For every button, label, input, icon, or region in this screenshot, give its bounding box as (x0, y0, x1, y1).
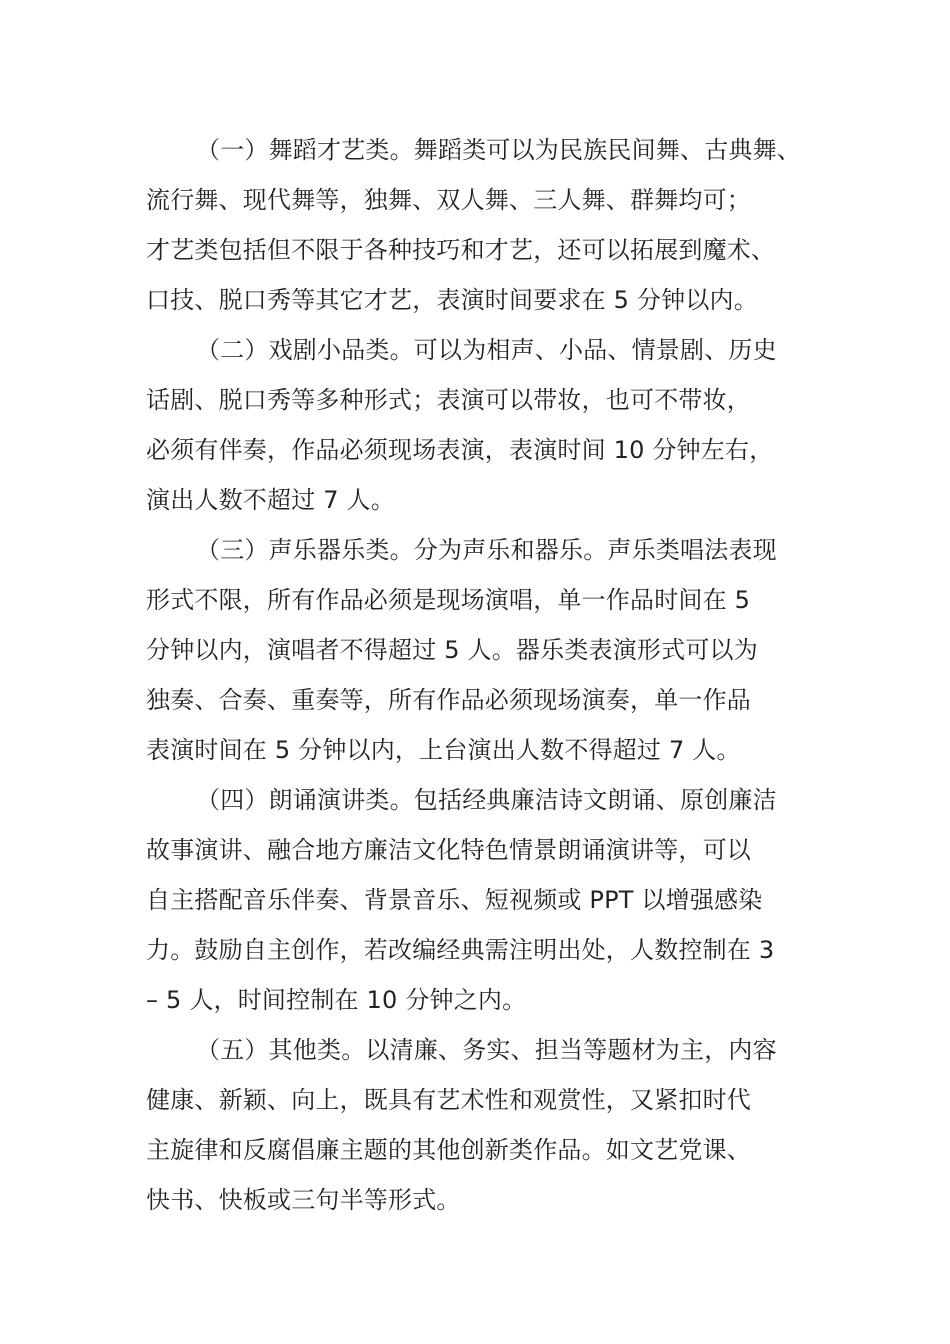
paragraph-4-line-2: 故事演讲、融合地方廉洁文化特色情景朗诵演讲等，可以 (146, 836, 751, 864)
paragraph-3-line-3: 分钟以内，演唱者不得超过 5 人。器乐类表演形式可以为 (146, 636, 758, 664)
paragraph-1-line-1: （一）舞蹈才艺类。舞蹈类可以为民族民间舞、古典舞、 (196, 136, 801, 164)
paragraph-4-line-4: 力。鼓励自主创作，若改编经典需注明出处，人数控制在 3 (146, 936, 775, 964)
paragraph-4-line-1: （四）朗诵演讲类。包括经典廉洁诗文朗诵、原创廉洁 (196, 786, 777, 814)
paragraph-5-line-3: 主旋律和反腐倡廉主题的其他创新类作品。如文艺党课、 (146, 1136, 751, 1164)
paragraph-2-line-4: 演出人数不超过 7 人。 (146, 486, 395, 514)
paragraph-3-line-2: 形式不限，所有作品必须是现场演唱，单一作品时间在 5 (146, 586, 751, 614)
paragraph-2-line-3: 必须有伴奏，作品必须现场表演，表演时间 10 分钟左右， (146, 436, 774, 464)
paragraph-1-line-2: 流行舞、现代舞等，独舞、双人舞、三人舞、群舞均可； (146, 186, 751, 214)
paragraph-5-line-1: （五）其他类。以清廉、务实、担当等题材为主，内容 (196, 1036, 777, 1064)
paragraph-3-line-4: 独奏、合奏、重奏等，所有作品必须现场演奏，单一作品 (146, 686, 751, 714)
paragraph-5-line-4: 快书、快板或三句半等形式。 (146, 1186, 461, 1214)
paragraph-5-line-2: 健康、新颖、向上，既具有艺术性和观赏性，又紧扣时代 (146, 1086, 751, 1114)
paragraph-2-line-2: 话剧、脱口秀等多种形式；表演可以带妆，也可不带妆， (146, 386, 751, 414)
paragraph-3-line-1: （三）声乐器乐类。分为声乐和器乐。声乐类唱法表现 (196, 536, 777, 564)
paragraph-4-line-3: 自主搭配音乐伴奏、背景音乐、短视频或 PPT 以增强感染 (146, 886, 763, 914)
paragraph-2-line-1: （二）戏剧小品类。可以为相声、小品、情景剧、历史 (196, 336, 777, 364)
paragraph-3-line-5: 表演时间在 5 分钟以内，上台演出人数不得超过 7 人。 (146, 736, 741, 764)
paragraph-1-line-4: 口技、脱口秀等其它才艺，表演时间要求在 5 分钟以内。 (146, 286, 758, 314)
paragraph-4-line-5: – 5 人，时间控制在 10 分钟之内。 (146, 986, 527, 1014)
paragraph-1-line-3: 才艺类包括但不限于各种技巧和才艺，还可以拓展到魔术、 (146, 236, 776, 264)
